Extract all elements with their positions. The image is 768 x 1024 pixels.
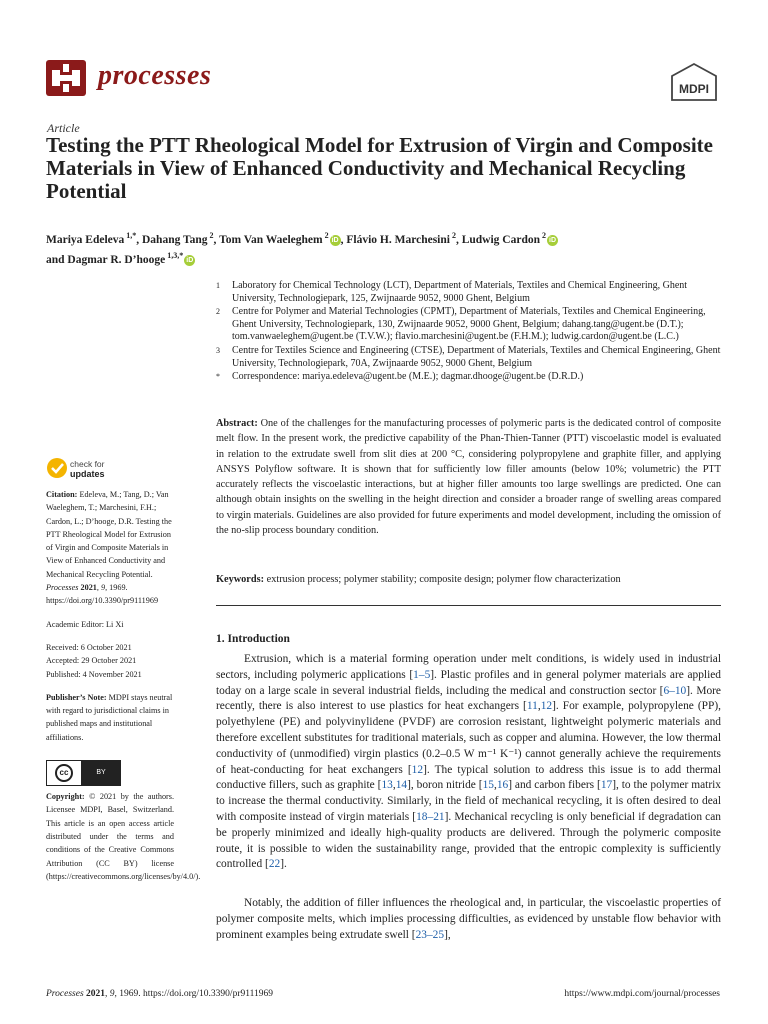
citation-label: Citation:: [46, 490, 78, 499]
affiliation-number: 1: [216, 281, 220, 290]
copyright-text: © 2021 by the authors. Licensee MDPI, Basel, Switzerland. This article is an open access article distributed under the terms and conditions of the Creative Commons Attribution (CC BY) license (https://creativecommons.org/licenses/by/4.0/).: [46, 792, 201, 881]
author-affiliation-mark: 2: [449, 231, 456, 240]
check-line1: check for: [70, 459, 105, 469]
affiliation-text: Laboratory for Chemical Technology (LCT), Department of Materials, Textiles and Chemical Engineering, Ghent University, Technologiepark, 125, Zwijnaarde 9052, 9000 Ghent, Belgium: [232, 280, 688, 304]
check-for-updates-icon[interactable]: [46, 454, 70, 484]
reference-link[interactable]: 17: [600, 779, 613, 792]
author-affiliation-mark: 2: [207, 231, 214, 240]
author: Flávio H. Marchesini: [346, 233, 450, 246]
reference-link[interactable]: 6–10: [663, 684, 687, 697]
received-date: Received: 6 October 2021: [46, 642, 132, 652]
footer-journal: Processes: [46, 989, 84, 999]
citation-text: Edeleva, M.; Tang, D.; Van Waeleghem, T.; Marchesini, F.H.; Cardon, L.; D’hooge, D.R. Testing the PTT Rheological Model for Extrusion of Virgin and Composite Materials in View of Enhanced Conductivity and Mechanical Recycling Potential.: [46, 490, 172, 579]
reference-link[interactable]: 15: [482, 779, 494, 792]
cc-license-badge[interactable]: [46, 760, 121, 786]
publisher-note-label: Publisher’s Note:: [46, 692, 107, 702]
footer-doi[interactable]: , 1969. https://doi.org/10.3390/pr9111969: [114, 989, 274, 999]
article-type: Article: [47, 121, 80, 135]
cc-icon: cc: [47, 761, 82, 785]
footer-journal-url[interactable]: https://www.mdpi.com/journal/processes: [564, 989, 720, 999]
affiliation: [216, 345, 721, 370]
affiliation-text: Centre for Polymer and Material Technologies (CPMT), Department of Materials, Textiles and Chemical Engineering, Ghent University, Technologiepark, 130, Zwijnaarde 9052, 9000 Ghent, Belgium; dahang.tang@ugent.be (D.T.); tom.vanwaeleghem@ugent.be (T.V.W.); flavio.marchesini@ugent.be (F.H.M.); ludwig.cardon@ugent.be (L.C.): [232, 306, 706, 343]
footer-citation: Processes 2021, 9, 1969. https://doi.org/10.3390/pr9111969: [46, 989, 274, 999]
citation-volume: 9: [100, 583, 106, 593]
reference-link[interactable]: 1–5: [413, 668, 431, 681]
section-divider: [216, 605, 721, 606]
affiliation-number: 3: [216, 345, 220, 355]
body-paragraph-2: Notably, the addition of filler influences the rheological and, in particular, the viscoelastic properties of polymer composite melts, which implies processing difficulties, as evidenced by unstable flow behavior with prominent examples being extrudate swell [23–25],: [216, 897, 721, 941]
citation-doi[interactable]: , 1969. https://doi.org/10.3390/pr9111969: [46, 583, 159, 606]
publisher-note: [46, 691, 174, 744]
body-paragraph-1: Extrusion, which is a material forming operation under melt conditions, is widely used in industrial sectors, including polymeric applications [1–5]. Plastic profiles and in general polymer materials are applied today on a large scale in several industrial fields, including the medical and construction sector [6–10]. More recently, there is also interest to use plastics for heat exchangers [11,12]. For example, polypropylene (PP), polyethylene (PE) and polyvinylidene (PVDF) are corrosion resistant, lightweight polymeric materials and therefore excellent substitutes for traditional materials, such as copper and alumina. However, the low thermal conductivity of (unmodified) virgin plastics (0.2–0.5 W m⁻¹ K⁻¹) cannot generally achieve the requirements of heat-conducting for heat exchangers [12]. The typical solution to address this issue is to add thermal conductive fillers, such as graphite [13,14], boron nitride [15,16] and carbon fibers [17], to the polymer matrix to increase the thermal conductivity. Similarly, in the field of mechanical recycling, it is often desired to deal with composite instead of virgin materials [18–21]. Mechanical recycling is only beneficial if degradation can be properly minimized and ideally high-quality products are delivered. Through the polymeric composite route, it is possible to widen the sustainability range, provided that the entropic complexity is sufficiently controlled [22].: [216, 653, 722, 871]
author-affiliation-mark: 1,3,*: [165, 250, 184, 260]
footer-volume: 9: [109, 989, 115, 999]
cc-by-icon: BY: [82, 761, 120, 785]
citation: Citation: Edeleva, M.; Tang, D.; Van Waeleghem, T.; Marchesini, F.H.; Cardon, L.; D’hooge, D.R. Testing the PTT Rheological Model for Extrusion of Virgin and Composite Materials in View of Enhanced Conductivity and Mechanical Recycling Potential. Processes 2021, 9, 1969. https://doi.org/10.3390/pr9111969: [46, 490, 172, 606]
processes-logo-icon: [46, 60, 86, 96]
academic-editor: Academic Editor: Li Xi: [46, 619, 124, 629]
citation-year: 2021: [80, 583, 97, 593]
abstract: [216, 416, 721, 538]
citation-journal: Processes: [46, 583, 79, 593]
affiliation-number: 2: [216, 307, 220, 317]
affiliation: [216, 280, 721, 305]
orcid-icon[interactable]: iD: [331, 236, 339, 244]
author-affiliation-mark: 1,*: [124, 231, 137, 240]
author: and Dagmar R. D’hooge: [46, 253, 166, 266]
reference-link[interactable]: 13: [381, 779, 393, 792]
reference-link[interactable]: 18–21: [416, 810, 445, 823]
author: Ludwig Cardon: [461, 233, 541, 246]
affiliation: [216, 306, 721, 344]
reference-link[interactable]: 12: [411, 763, 424, 776]
affiliation-text: Correspondence: mariya.edeleva@ugent.be (M.E.); dagmar.dhooge@ugent.be (D.R.D.): [232, 371, 584, 383]
author-affiliation-mark: 2: [322, 231, 329, 240]
sidebar: [46, 488, 201, 893]
affiliation: [216, 371, 721, 384]
copyright: [46, 790, 201, 883]
orcid-icon[interactable]: iD: [186, 256, 194, 264]
keywords: [216, 572, 721, 587]
author: Tom Van Waeleghem: [219, 233, 323, 246]
affiliation-text: Centre for Textiles Science and Engineering (CTSE), Department of Materials, Textiles and Chemical Engineering, Ghent University, Technologiepark, 70A, Zwijnaarde 9052, 9000 Ghent, Belgium: [232, 344, 721, 369]
keywords-text: extrusion process; polymer stability; composite design; polymer flow characterization: [266, 574, 621, 585]
reference-link[interactable]: 11: [526, 700, 538, 713]
check-for-updates-button[interactable]: [70, 459, 105, 479]
reference-link[interactable]: 12: [540, 700, 553, 713]
section-heading: 1. Introduction: [216, 633, 290, 645]
abstract-label: Abstract:: [216, 418, 258, 429]
reference-link[interactable]: 14: [395, 779, 408, 792]
mdpi-badge-icon: [668, 62, 720, 102]
reference-link[interactable]: 16: [496, 779, 509, 792]
copyright-label: Copyright:: [46, 792, 85, 802]
orcid-icon[interactable]: iD: [549, 236, 557, 244]
author: Mariya Edeleva: [46, 233, 125, 246]
published-date: Published: 4 November 2021: [46, 669, 142, 679]
journal-name[interactable]: processes: [98, 60, 212, 91]
publisher-note-text: MDPI stays neutral with regard to jurisdictional claims in published maps and institutional affiliations.: [46, 692, 173, 742]
mdpi-logo: [668, 62, 720, 102]
author-affiliation-mark: 2: [540, 231, 547, 240]
footer-year: 2021: [86, 989, 106, 999]
check-line2: updates: [70, 469, 105, 479]
author-list: Mariya Edeleva $^{1,*}$, Dahang Tang $^2$, Tom Van Waeleghem $^2$iD , Flávio H. Marchesini $^2$, Ludwig Cardon $^2$iD and Dagmar R. D’hooge $^{1,3,*}$iD: [46, 231, 557, 266]
affiliations: [216, 280, 721, 385]
author: Dahang Tang: [142, 233, 208, 246]
paper-title: Testing the PTT Rheological Model for Extrusion of Virgin and Composite Materials in View of Enhanced Conductivity and Mechanical Recycling Potential: [46, 133, 713, 203]
publisher-name: MDPI: [679, 82, 709, 96]
affiliation-number: *: [216, 372, 220, 382]
accepted-date: Accepted: 29 October 2021: [46, 656, 137, 666]
reference-link[interactable]: 23–25: [415, 928, 445, 941]
reference-link[interactable]: 22: [268, 858, 281, 871]
keywords-label: Keywords:: [216, 574, 265, 585]
abstract-text: One of the challenges for the manufacturing processes of polymeric parts is the dedicated control of composite melt flow. In the present work, the predictive capability of the Phan-Thien-Tanner (PTT) viscoelastic model is evaluated in relation to the extrudate swell from slit dies at 200 °C, considering polypropylene and graphite filler, and applying ANSYS Polyflow software. It is shown that for sufficiently low filler amounts (below 10%; volumetric) the PTT accurately reflects the viscoelastic interactions, but at higher filler amounts too large swellings are predicted. One can although obtain insights on the swelling in the height direction and consider a broader range of swelling areas compared to virgin materials. Guidelines are also provided for future experiments and model development, including the omission of the no-slip process boundary condition.: [216, 418, 722, 537]
